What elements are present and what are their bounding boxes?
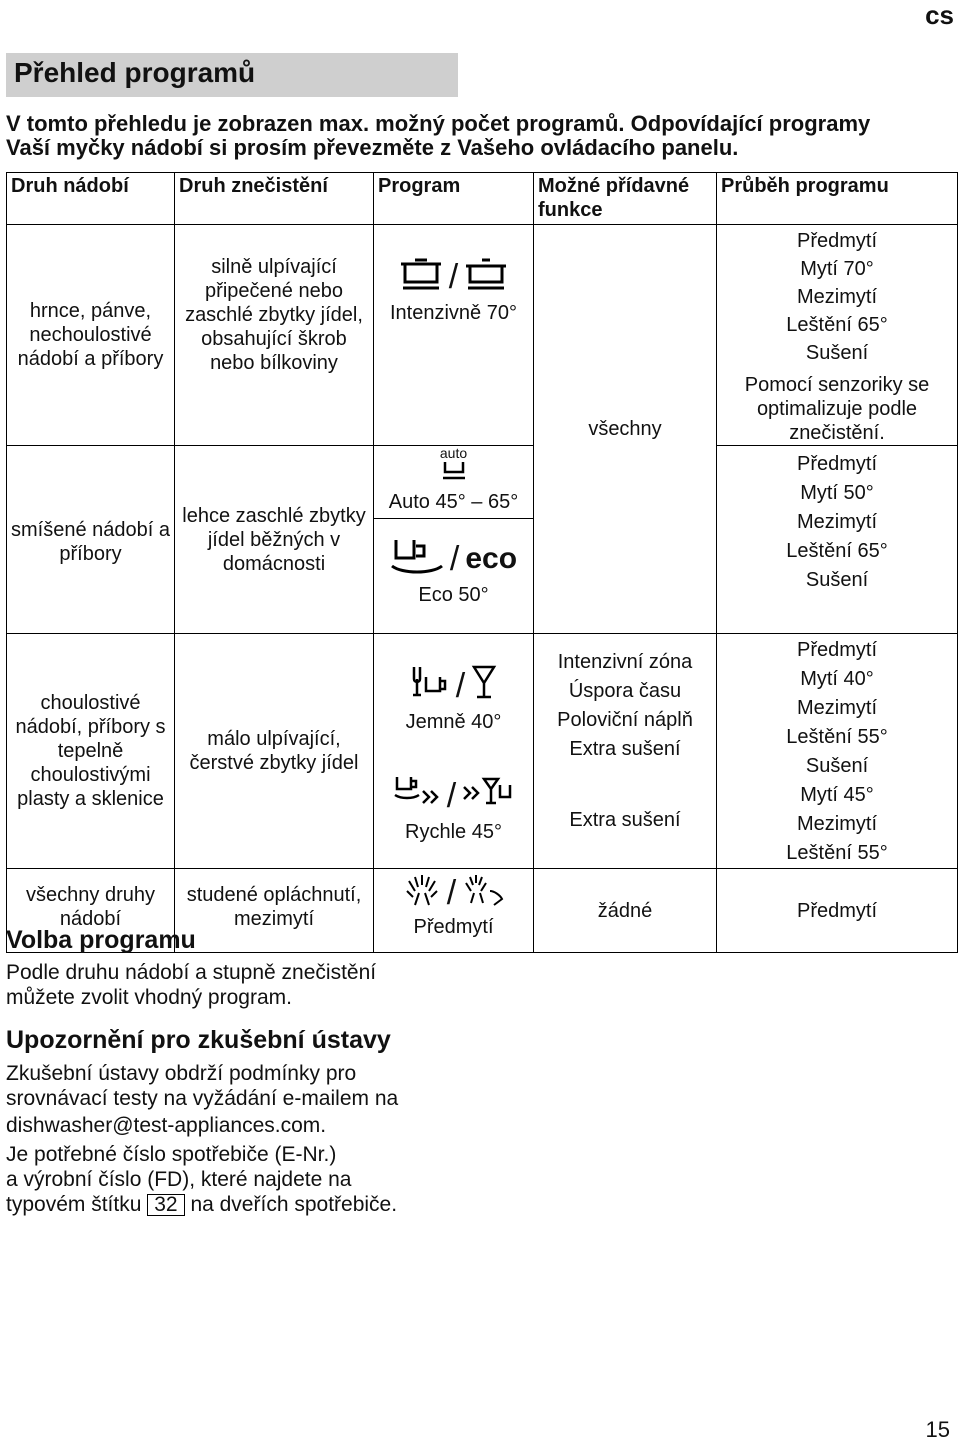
intro-text [6,112,946,160]
wineglass-icon [471,663,497,709]
header-soil: Druh znečistění [175,173,374,225]
sequence-step: Pomocí senzoriky se [744,374,930,396]
sequence-step: optimalizuje podle [756,398,918,420]
paragraph-line: srovnávací testy na vyžádání e-mailem na [6,1087,399,1110]
glass-cup-icon [410,663,450,709]
pot-icon [399,254,443,300]
dish-type-cell: všechny druhy nádobí [7,869,175,953]
program-name: Předmytí [413,916,494,938]
sequence-step: Mytí 45° [800,784,874,806]
dish-type-cell: choulostivé nádobí, příbory s tepelně choulostivými plasty a sklenice [7,634,175,869]
options-cell: všechny [534,225,717,634]
sequence-cell [717,225,958,446]
intro-line: Vaší myčky nádobí si prosím převezměte z Vašeho ovládacího panelu. [6,135,739,160]
option-item: Extra sušení [569,738,681,760]
intro-line: V tomto přehledu je zobrazen max. možný počet programů. Odpovídající programy [6,111,871,136]
sequence-step: Mezimytí [797,511,877,533]
soil-type-cell: lehce zaschlé zbytky jídel běžných v domácnosti [175,446,374,634]
sequence-step: Leštění 65° [786,314,888,336]
program-intensive: / Intenzivně 70° [374,225,534,446]
page-title-bar [6,53,458,97]
dish-type-cell: hrnce, pánve, nechoulostivé nádobí a příbory [7,225,175,446]
sequence-step: Mytí 50° [800,482,874,504]
sequence-step: Předmytí [796,230,878,252]
options-cell: žádné [534,869,717,953]
sequence-cell: Předmytí [717,869,958,953]
sequence-step: znečistění. [789,422,885,444]
rinse-hand-icon [462,871,504,915]
quick-glass-icon [462,773,514,819]
program-auto [374,446,533,519]
program-overview-table [6,172,958,953]
sequence-step: Mezimytí [797,286,877,308]
selection-heading: Volba programu [6,926,196,954]
rating-plate-ref: 32 [147,1194,184,1216]
header-dishes: Druh nádobí [7,173,175,225]
sequence-cell [717,634,958,869]
pot-lid-icon [464,254,508,300]
program-gentle: / Jemně 40° [374,634,533,772]
testing-heading: Upozornění pro zkušební ústavy [6,1026,391,1054]
sequence-step: Sušení [805,755,869,777]
quick-cup-icon [393,773,441,819]
program-name: Auto 45° – 65° [388,491,519,513]
program-name: Jemně 40° [405,711,502,733]
rinse-icon [403,871,441,915]
sequence-step: Mytí 70° [800,258,874,280]
paragraph-line: typovém štítku 32 na dveřích spotřebiče. [6,1193,398,1216]
soil-type-cell: silně ulpívající připečené nebo zaschlé zbytky jídel, obsahující škrob nebo bílkoviny [175,225,374,446]
testing-text [6,1061,398,1217]
options-cell [534,634,717,869]
paragraph-line: a výrobní číslo (FD), které najdete na [6,1168,352,1191]
header-options: Možné přídavné funkce [534,173,717,225]
soil-type-cell: málo ulpívající, čerstvé zbytky jídel [175,634,374,869]
auto-label: auto [439,445,468,461]
language-code: cs [925,0,954,30]
eco-label: eco [465,542,518,575]
sequence-step: Leštění 55° [786,842,888,864]
page-title: Přehled programů [14,57,256,88]
eco-cup-icon [390,536,444,582]
sequence-step: Předmytí [796,453,878,475]
option-item: Poloviční náplň [557,709,693,731]
soil-type-cell: studené opláchnutí, mezimytí [175,869,374,953]
sequence-step: Mezimytí [797,813,877,835]
program-gentle-quick [374,634,534,869]
program-name: Eco 50° [418,584,489,606]
page-number: 15 [925,1417,950,1442]
sequence-cell [717,446,958,634]
auto-dishes-icon [439,467,469,489]
program-prerinse: / Předmytí [374,869,534,953]
sequence-step: Sušení [805,569,869,591]
header-program: Program [374,173,534,225]
sequence-step: Sušení [805,342,869,364]
header-sequence: Průběh programu [717,173,958,225]
paragraph-line: Podle druhu nádobí a stupně znečistění [6,961,377,984]
paragraph-line: Zkušební ústavy obdrží podmínky pro [6,1062,357,1085]
paragraph-line: dishwasher@test-appliances.com. [6,1114,327,1137]
dish-type-cell: smíšené nádobí a příbory [7,446,175,634]
sequence-step: Předmytí [796,639,878,661]
program-name: Intenzivně 70° [390,302,517,324]
option-item: Intenzivní zóna [557,651,693,673]
program-quick: / Rychle 45° [374,772,533,844]
program-name: Rychle 45° [405,821,502,843]
program-auto-eco [374,446,534,634]
sequence-step: Mytí 40° [800,668,874,690]
sequence-step: Mezimytí [797,697,877,719]
paragraph-line: můžete zvolit vhodný program. [6,986,292,1009]
option-item: Extra sušení [569,809,681,831]
sequence-step: Leštění 55° [786,726,888,748]
selection-text [6,960,376,1010]
sequence-step: Leštění 65° [786,540,888,562]
program-eco: / eco Eco 50° [374,519,533,607]
paragraph-line: Je potřebné číslo spotřebiče (E-Nr.) [6,1143,337,1166]
option-item: Úspora času [568,680,682,702]
